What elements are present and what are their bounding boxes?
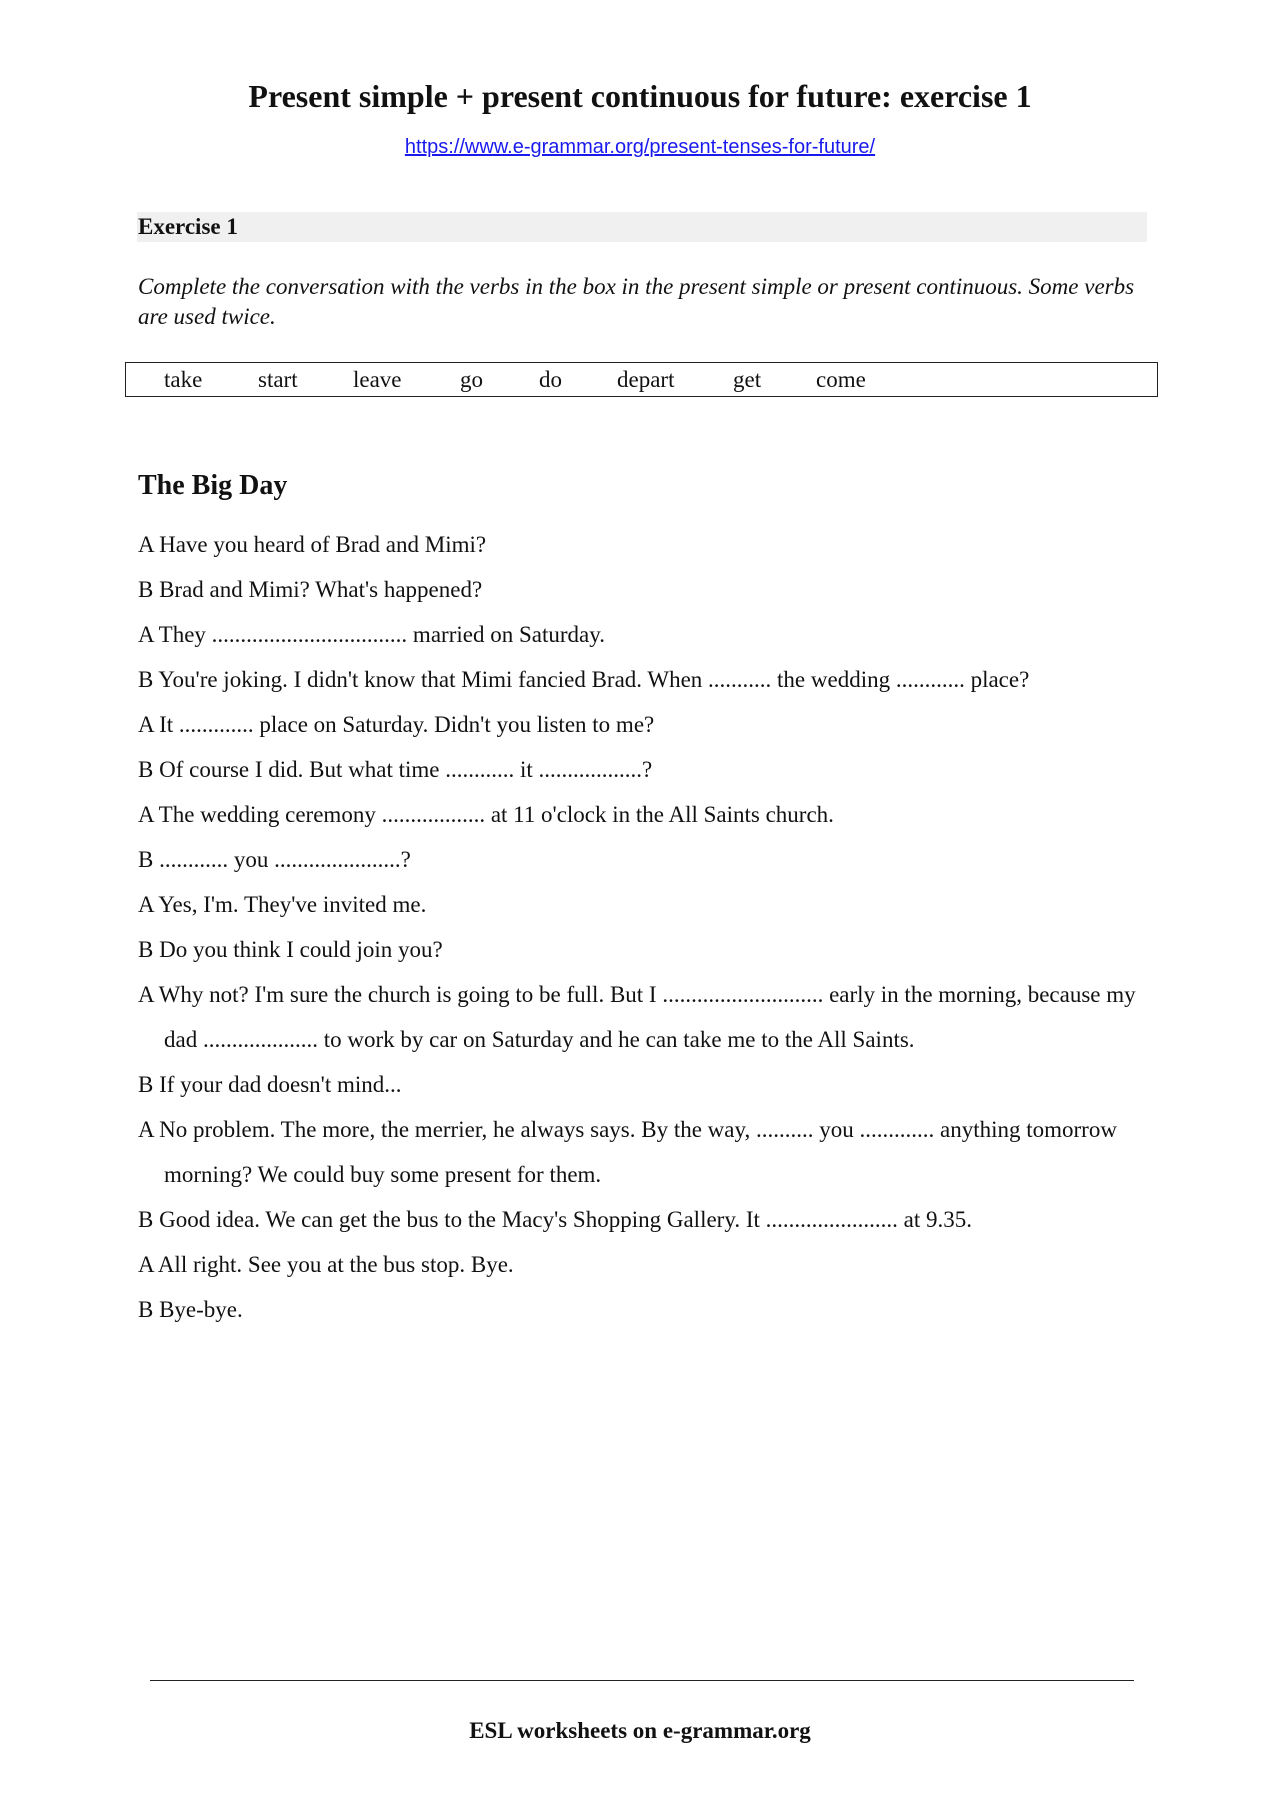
verb-start: start bbox=[258, 367, 298, 392]
dialogue-line: A All right. See you at the bus stop. Bye. bbox=[138, 1252, 514, 1277]
dialogue-line: B Good idea. We can get the bus to the Macy's Shopping Gallery. It ....................... at 9.35. bbox=[138, 1207, 972, 1232]
dialogue-line: A No problem. The more, the merrier, he always says. By the way, .......... you ............. anything tomorrow morning? We could buy some present for them. bbox=[138, 1117, 1117, 1187]
verb-come: come bbox=[816, 367, 866, 392]
dialogue-line: B Do you think I could join you? bbox=[138, 937, 443, 962]
source-url-link[interactable]: https://www.e-grammar.org/present-tenses-for-future/ bbox=[404, 136, 876, 158]
verb-leave: leave bbox=[353, 367, 402, 392]
verb-get: get bbox=[733, 367, 762, 392]
dialogue-line: B Of course I did. But what time ............ it ..................? bbox=[138, 757, 653, 782]
verb-do: do bbox=[539, 367, 562, 392]
story-title: The Big Day bbox=[138, 470, 288, 501]
dialogue bbox=[138, 522, 1148, 1332]
verb-box bbox=[125, 362, 1158, 397]
dialogue-line: A Have you heard of Brad and Mimi? bbox=[138, 532, 487, 557]
page-title: Present simple + present continuous for future: exercise 1 bbox=[248, 78, 1032, 114]
verb-take: take bbox=[164, 367, 203, 392]
dialogue-line: A They .................................. married on Saturday. bbox=[138, 622, 605, 647]
dialogue-line: B Brad and Mimi? What's happened? bbox=[138, 577, 483, 602]
dialogue-line: A The wedding ceremony .................. at 11 o'clock in the All Saints church. bbox=[138, 802, 834, 827]
dialogue-line: B If your dad doesn't mind... bbox=[138, 1072, 402, 1097]
exercise-heading: Exercise 1 bbox=[138, 214, 238, 239]
source-link-container bbox=[0, 136, 1280, 159]
exercise-instructions: Complete the conversation with the verbs in the box in the present simple or present continuous. Some verbs are used twice. bbox=[138, 274, 1135, 329]
dialogue-line: B You're joking. I didn't know that Mimi fancied Brad. When ........... the wedding ............ place? bbox=[138, 667, 1030, 692]
dialogue-line: B Bye-bye. bbox=[138, 1297, 243, 1322]
dialogue-line: A It ............. place on Saturday. Didn't you listen to me? bbox=[138, 712, 655, 737]
verb-go: go bbox=[460, 367, 483, 392]
dialogue-line: B ............ you ......................? bbox=[138, 847, 411, 872]
exercise-heading-bar bbox=[137, 212, 1147, 242]
verb-depart: depart bbox=[617, 367, 675, 392]
dialogue-line: A Yes, I'm. They've invited me. bbox=[138, 892, 427, 917]
footer-divider bbox=[150, 1680, 1134, 1681]
dialogue-line: A Why not? I'm sure the church is going to be full. But I ............................ early in the morning, because my dad .................... to work by car on Saturday and he can take me to the All Saints. bbox=[138, 982, 1136, 1052]
footer-text: ESL worksheets on e-grammar.org bbox=[469, 1718, 811, 1743]
